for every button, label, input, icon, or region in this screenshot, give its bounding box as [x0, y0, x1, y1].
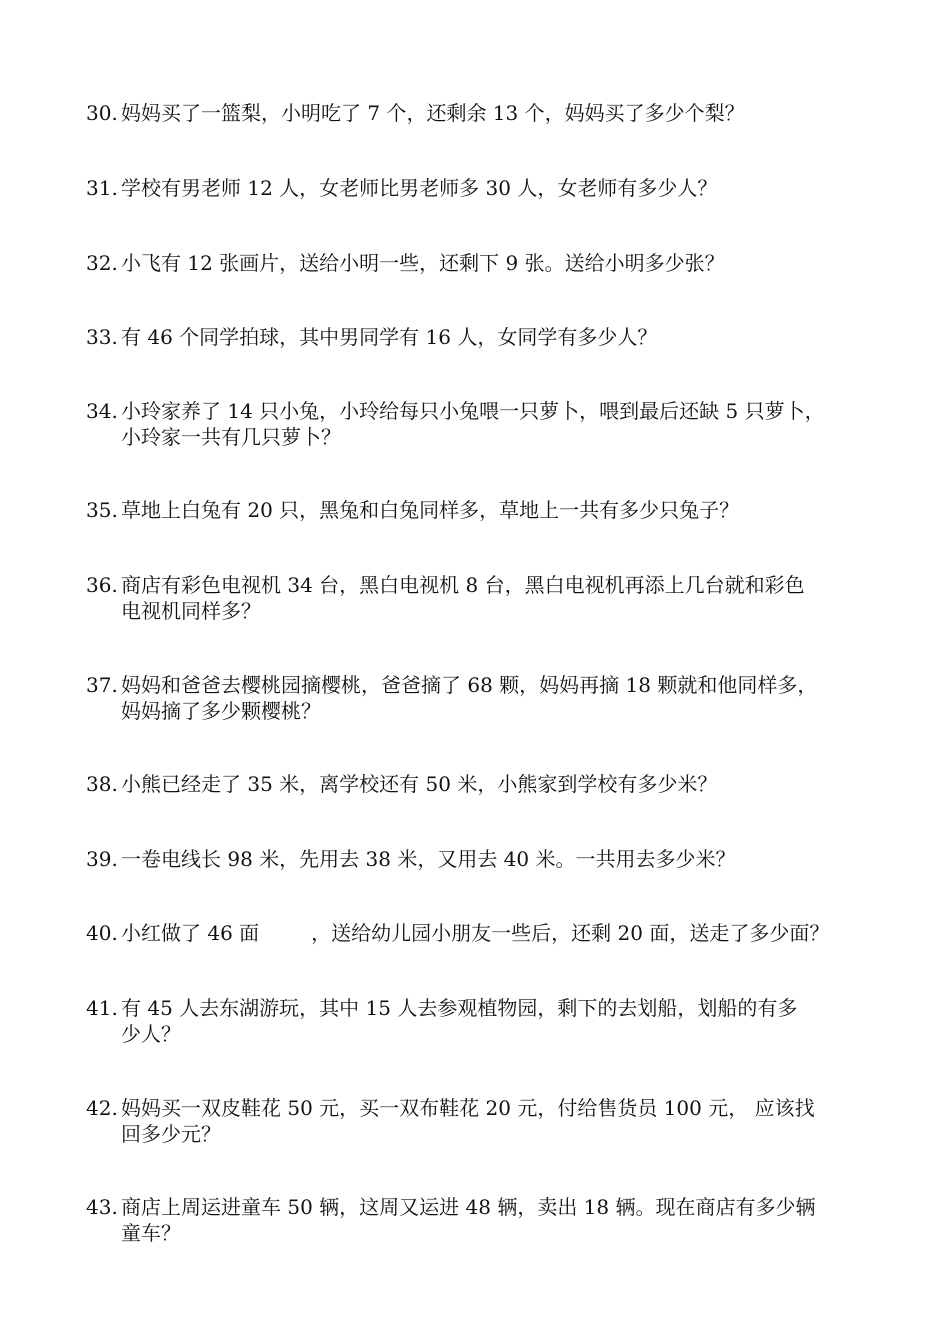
- problem-text: 有 45 人去东湖游玩，其中 15 人去参观植物园，剩下的去划船，划船的有多: [121, 996, 798, 1020]
- problem-text: 小玲家养了 14 只小兔，小玲给每只小兔喂一只萝卜，喂到最后还缺 5 只萝卜，: [121, 399, 825, 423]
- problem-41: [86, 995, 886, 1047]
- problem-36: [86, 572, 886, 624]
- problem-33: [86, 324, 886, 350]
- problem-number: 33.: [86, 325, 118, 349]
- problem-number: 39.: [86, 847, 118, 871]
- problem-37: [86, 672, 886, 724]
- problem-number: 32.: [86, 251, 118, 275]
- problem-text: 妈妈买了一篮梨，小明吃了 7 个，还剩余 13 个，妈妈买了多少个梨？: [121, 101, 745, 125]
- problem-text: 学校有男老师 12 人，女老师比男老师多 30 人，女老师有多少人？: [121, 176, 718, 200]
- problem-number: 37.: [86, 673, 118, 697]
- problem-text: 有 46 个同学拍球，其中男同学有 16 人，女同学有多少人？: [121, 325, 658, 349]
- problem-text-part-1: 小红做了 46 面: [121, 921, 260, 945]
- problem-42: [86, 1095, 886, 1147]
- problem-text: 妈妈和爸爸去樱桃园摘樱桃，爸爸摘了 68 颗，妈妈再摘 18 颗就和他同样多，: [121, 673, 818, 697]
- problem-text-continued: 妈妈摘了多少颗樱桃？: [121, 699, 321, 723]
- problem-text-continued: 童车？: [121, 1221, 181, 1245]
- problem-text: 草地上白兔有 20 只，黑兔和白兔同样多，草地上一共有多少只兔子？: [121, 498, 740, 522]
- problem-number: 35.: [86, 498, 118, 522]
- problem-32: [86, 250, 886, 276]
- problem-number: 42.: [86, 1096, 118, 1120]
- problem-number: 31.: [86, 176, 118, 200]
- problem-35: [86, 497, 886, 523]
- problem-number: 43.: [86, 1195, 118, 1219]
- problem-text-continued: 电视机同样多？: [121, 599, 261, 623]
- problem-text-continued: 少人？: [121, 1022, 181, 1046]
- problem-number: 34.: [86, 399, 118, 423]
- problem-39: [86, 846, 886, 872]
- problem-number: 30.: [86, 101, 118, 125]
- problem-text: 商店有彩色电视机 34 台，黑白电视机 8 台，黑白电视机再添上几台就和彩色: [121, 573, 805, 597]
- problem-number: 38.: [86, 772, 118, 796]
- problem-30: [86, 100, 886, 126]
- problem-40: [86, 920, 886, 946]
- problem-43: [86, 1194, 886, 1246]
- problem-text-continued: 回多少元？: [121, 1122, 221, 1146]
- problem-text: 商店上周运进童车 50 辆，这周又运进 48 辆，卖出 18 辆。现在商店有多少辆: [121, 1195, 816, 1219]
- problem-number: 40.: [86, 921, 118, 945]
- problem-text: 一卷电线长 98 米，先用去 38 米，又用去 40 米。一共用去多少米？: [121, 847, 736, 871]
- problem-text: 小飞有 12 张画片，送给小明一些，还剩下 9 张。送给小明多少张？: [121, 251, 725, 275]
- problem-number: 36.: [86, 573, 118, 597]
- problem-38: [86, 771, 886, 797]
- problem-text: 妈妈买一双皮鞋花 50 元，买一双布鞋花 20 元，付给售货员 100 元， 应该找: [121, 1096, 815, 1120]
- problem-text-continued: 小玲家一共有几只萝卜？: [121, 425, 341, 449]
- problem-31: [86, 175, 886, 201]
- problem-34: [86, 398, 886, 450]
- problem-text-part-2: ，送给幼儿园小朋友一些后，还剩 20 面，送走了多少面？: [311, 921, 830, 945]
- problem-number: 41.: [86, 996, 118, 1020]
- problem-text: 小熊已经走了 35 米，离学校还有 50 米，小熊家到学校有多少米？: [121, 772, 718, 796]
